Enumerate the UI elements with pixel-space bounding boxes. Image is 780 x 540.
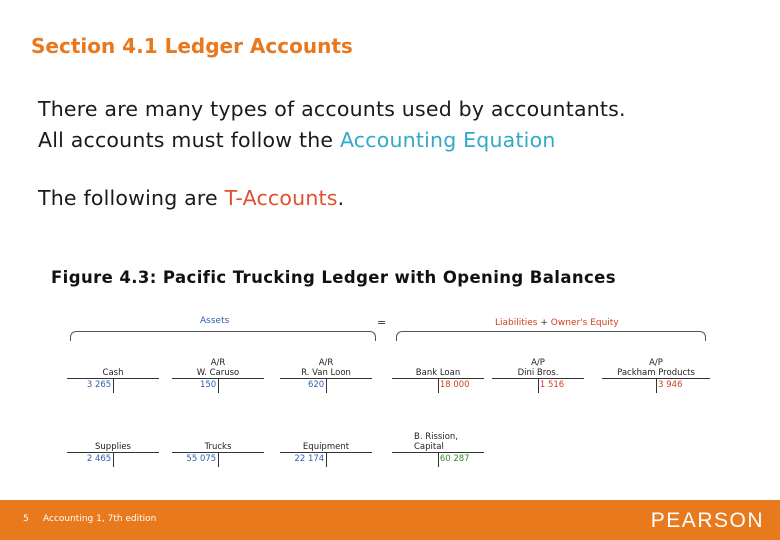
slide-title: Section 4.1 Ledger Accounts	[31, 34, 353, 58]
taccount-debit-value: 55 075	[186, 454, 217, 464]
taccount-name: A/P Dini Bros.	[517, 358, 559, 378]
following-text: The following are	[38, 186, 225, 210]
intro-line-2-text: All accounts must follow the	[38, 128, 340, 152]
taccount-name: A/R W. Caruso	[196, 358, 240, 378]
taccount-cash	[67, 348, 159, 392]
taccount-name: Equipment	[302, 442, 350, 452]
taccount-debit-value: 150	[199, 380, 217, 390]
liabilities-equity-bracket	[396, 331, 706, 341]
taccount-trucks	[172, 422, 264, 466]
taccount-debit-value: 3 265	[86, 380, 112, 390]
taccount-bank-loan	[392, 348, 484, 392]
taccount-equipment	[280, 422, 372, 466]
taccount-name: Trucks	[204, 442, 232, 452]
intro-line-2	[38, 128, 556, 152]
pearson-logo: PEARSON	[650, 509, 764, 532]
taccount-credit-value: 60 287	[439, 454, 470, 464]
taccount-name: Cash	[102, 368, 124, 378]
equals-sign: =	[377, 316, 387, 329]
taccount-name: Bank Loan	[415, 368, 461, 378]
taccount-ap-packham	[602, 348, 710, 392]
liabilities-equity-label	[495, 318, 619, 328]
taccount-ar-caruso	[172, 348, 264, 392]
page-number: 5	[23, 514, 29, 524]
taccount-capital	[392, 422, 484, 466]
taccount-debit-value: 2 465	[86, 454, 112, 464]
taccount-name: A/R R. Van Loon	[301, 358, 351, 378]
taccount-credit-value: 1 516	[539, 380, 565, 390]
owners-equity-label: Owner's Equity	[550, 318, 619, 328]
following-period: .	[337, 186, 345, 210]
taccount-debit-value: 620	[307, 380, 325, 390]
t-accounts-highlight: T-Accounts	[224, 186, 338, 210]
taccount-debit-value: 22 174	[294, 454, 325, 464]
ledger-figure	[42, 302, 722, 502]
plus-sign: +	[540, 318, 548, 328]
intro-line-1: There are many types of accounts used by accountants.	[38, 97, 626, 121]
liabilities-label: Liabilities	[495, 318, 538, 328]
figure-caption: Figure 4.3: Pacific Trucking Ledger with Opening Balances	[51, 268, 616, 287]
footer-edition-text: Accounting 1, 7th edition	[43, 514, 157, 524]
taccount-name: A/P Packham Products	[617, 358, 695, 378]
taccount-supplies	[67, 422, 159, 466]
taccount-name: B. Rission, Capital	[414, 432, 459, 452]
taccount-name: Supplies	[95, 442, 131, 452]
accounting-equation-highlight: Accounting Equation	[339, 128, 556, 152]
footer-bar	[0, 500, 780, 540]
taccount-credit-value: 18 000	[439, 380, 470, 390]
assets-bracket	[70, 331, 376, 341]
assets-label: Assets	[200, 316, 230, 326]
following-line	[38, 186, 344, 210]
taccount-ar-vanloon	[280, 348, 372, 392]
taccount-credit-value: 3 946	[658, 380, 683, 390]
taccount-ap-dini	[492, 348, 584, 392]
